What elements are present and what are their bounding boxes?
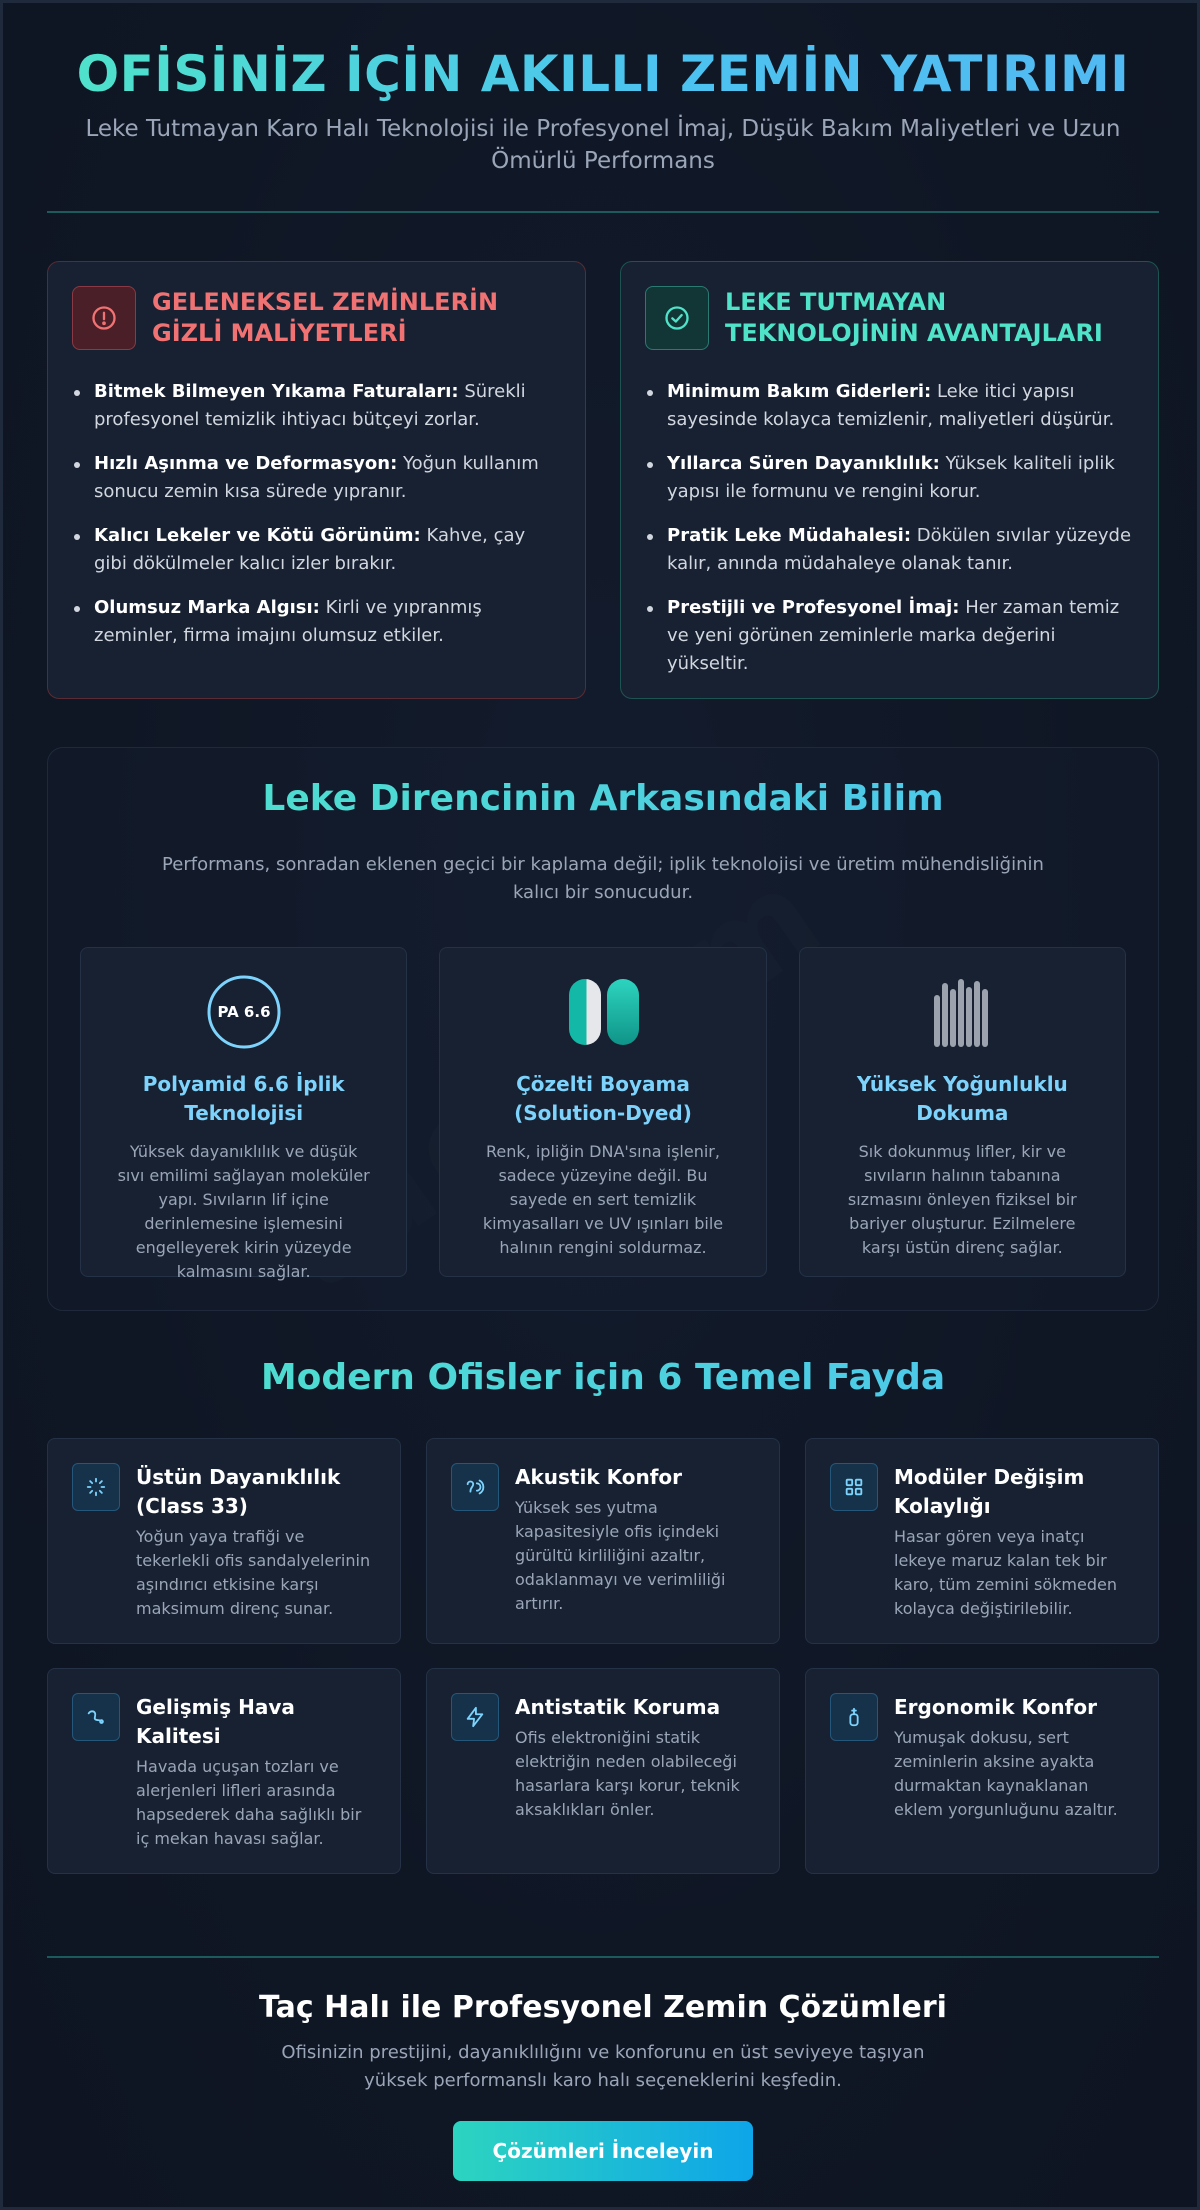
tech-card-dense-weave [799, 947, 1126, 1277]
benefit-body [515, 1463, 755, 1643]
durability-loader-icon [72, 1463, 120, 1511]
list-item: Kalıcı Lekeler ve Kötü Görünüm: Kahve, çay gibi dökülmeler kalıcı izler bırakır. [72, 522, 561, 578]
benefit-body [515, 1693, 755, 1873]
benefit-card [47, 1438, 401, 1644]
benefit-title: Ergonomik Konfor [894, 1695, 1097, 1719]
card-header [72, 286, 561, 350]
list-item: Yıllarca Süren Dayanıklılık: Yüksek kaliteli iplik yapısı ile formunu ve rengini korur. [645, 450, 1134, 506]
benefit-body [136, 1693, 376, 1873]
benefit-title: Üstün Dayanıklılık (Class 33) [136, 1465, 341, 1518]
tech-title: Polyamid 6.6 İplik Teknolojisi [142, 1072, 345, 1125]
explore-solutions-button[interactable]: Çözümleri İnceleyin [453, 2121, 753, 2181]
advantages-card [620, 261, 1159, 699]
benefit-card [805, 1668, 1159, 1874]
alert-circle-icon [72, 286, 136, 350]
benefit-body [894, 1693, 1134, 1873]
benefit-card [47, 1668, 401, 1874]
benefit-card [805, 1438, 1159, 1644]
science-section [47, 747, 1159, 1311]
ear-sound-icon [451, 1463, 499, 1511]
lightning-icon [451, 1693, 499, 1741]
footer-title: Taç Halı ile Profesyonel Zemin Çözümleri [259, 1990, 947, 2025]
benefit-card [426, 1668, 780, 1874]
advantage-list [645, 378, 1134, 678]
benefit-title: Antistatik Koruma [515, 1695, 721, 1719]
benefit-title: Modüler Değişim Kolaylığı [894, 1465, 1085, 1518]
benefit-description: Yumuşak dokusu, sert zeminlerin aksine ayakta durmaktan kaynaklanan eklem yorgunluğunu azaltır. [894, 1728, 1118, 1819]
benefits-grid [47, 1438, 1159, 1874]
check-circle-icon [645, 286, 709, 350]
tech-description: Renk, ipliğin DNA'sına işlenir, sadece yüzeyine değil. Bu sayede en sert temizlik kimyasalları ve UV ışınları bile halının rengini soldurmaz. [482, 1142, 724, 1257]
tech-title: Çözelti Boyama (Solution-Dyed) [514, 1072, 692, 1125]
card-title: GELENEKSEL ZEMİNLERİN GİZLİ MALİYETLERİ [152, 288, 499, 347]
badge-text: PA 6.6 [217, 1003, 271, 1021]
solution-dyed-fiber-icon [474, 974, 731, 1050]
list-item: Hızlı Aşınma ve Deformasyon: Yoğun kullanım sonucu zemin kısa sürede yıpranır. [72, 450, 561, 506]
tech-title: Yüksek Yoğunluklu Dokuma [856, 1072, 1068, 1125]
benefit-description: Ofis elektroniğini statik elektriğin neden olabileceği hasarlara karşı korur, teknik aksaklıkları önler. [515, 1728, 740, 1819]
tech-description: Sık dokunmuş lifler, kir ve sıvıların halının tabanına sızmasını önleyen fiziksel bir bariyer oluşturur. Ezilmelere karşı üstün direnç sağlar. [847, 1142, 1077, 1257]
card-header [645, 286, 1134, 350]
page-title: OFİSİNİZ İÇİN AKILLI ZEMİN YATIRIMI [47, 45, 1159, 103]
benefit-description: Yüksek ses yutma kapasitesiyle ofis içindeki gürültü kirliliğini azaltır, odaklanmayı ve verimliliği artırır. [515, 1498, 726, 1613]
divider [47, 1956, 1159, 1958]
tech-card-solution-dyed [439, 947, 766, 1277]
cost-list [72, 378, 561, 650]
traditional-costs-card [47, 261, 586, 699]
tech-description: Yüksek dayanıklılık ve düşük sıvı emilimi sağlayan moleküler yapı. Sıvıların lif içine derinlemesine işlemesini engelleyerek kirin yüzeyde kalmasını sağlar. [117, 1142, 370, 1281]
benefit-body [894, 1463, 1134, 1643]
technology-cards [80, 947, 1126, 1281]
benefits-title: Modern Ofisler için 6 Temel Fayda [47, 1357, 1159, 1398]
divider [47, 211, 1159, 213]
benefit-title: Gelişmiş Hava Kalitesi [136, 1695, 295, 1748]
list-item: Pratik Leke Müdahalesi: Dökülen sıvılar yüzeyde kalır, anında müdahaleye olanak tanır. [645, 522, 1134, 578]
list-item: Prestijli ve Profesyonel İmaj: Her zaman temiz ve yeni görünen zeminlerle marka değerini yükseltir. [645, 594, 1134, 678]
tech-card-polyamide [80, 947, 407, 1281]
card-title: LEKE TUTMAYAN TEKNOLOJİNİN AVANTAJLARI [725, 288, 1103, 347]
foot-comfort-icon [830, 1693, 878, 1741]
benefit-body [136, 1463, 376, 1643]
air-wind-icon [72, 1693, 120, 1741]
benefit-description: Hasar gören veya inatçı lekeye maruz kalan tek bir karo, tüm zemini sökmeden kolayca değiştirilebilir. [894, 1527, 1117, 1618]
benefit-description: Havada uçuşan tozları ve alerjenleri lifleri arasında hapsederek daha sağlıklı bir iç mekan havası sağlar. [136, 1757, 362, 1848]
content [47, 3, 1159, 2181]
section-subtitle: Performans, sonradan eklenen geçici bir kaplama değil; iplik teknolojisi ve üretim mühendisliğinin kalıcı bir sonucudur. [162, 854, 1044, 903]
dense-weave-icon [834, 974, 1091, 1050]
comparison-section [47, 261, 1159, 699]
benefit-description: Yoğun yaya trafiği ve tekerlekli ofis sandalyelerinin aşındırıcı etkisine karşı maksimum direnç sunar. [136, 1527, 371, 1618]
list-item: Olumsuz Marka Algısı: Kirli ve yıpranmış zeminler, firma imajını olumsuz etkiler. [72, 594, 561, 650]
grid-modules-icon [830, 1463, 878, 1511]
benefit-title: Akustik Konfor [515, 1465, 683, 1489]
benefit-card [426, 1438, 780, 1644]
list-item: Bitmek Bilmeyen Yıkama Faturaları: Sürekli profesyonel temizlik ihtiyacı bütçeyi zorlar. [72, 378, 561, 434]
footer-subtitle: Ofisinizin prestijini, dayanıklılığını ve konforunu en üst seviyeye taşıyan yüksek performanslı karo halı seçeneklerini keşfedin. [281, 2042, 925, 2091]
page-subtitle: Leke Tutmayan Karo Halı Teknolojisi ile Profesyonel İmaj, Düşük Bakım Maliyetleri ve Uzun Ömürlü Performans [85, 116, 1121, 174]
pa66-badge-icon [115, 974, 372, 1050]
section-title: Leke Direncinin Arkasındaki Bilim [80, 778, 1126, 819]
list-item: Minimum Bakım Giderleri: Leke itici yapısı sayesinde kolayca temizlenir, maliyetleri düşürür. [645, 378, 1134, 434]
